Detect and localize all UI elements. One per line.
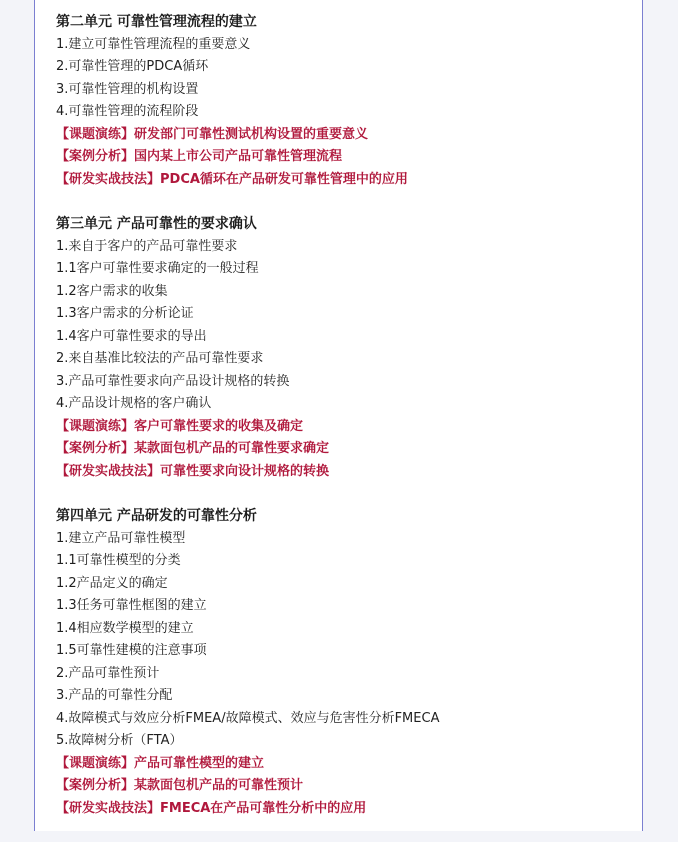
highlight-item: 【案例分析】国内某上市公司产品可靠性管理流程 bbox=[56, 149, 343, 164]
outline-item: 2.产品可靠性预计 bbox=[56, 665, 160, 681]
outline-item: 3.可靠性管理的机构设置 bbox=[56, 81, 199, 97]
outline-item: 4.故障模式与效应分析FMEA/故障模式、效应与危害性分析FMECA bbox=[56, 710, 440, 726]
document-page bbox=[34, 0, 643, 831]
outline-item: 2.可靠性管理的PDCA循环 bbox=[56, 59, 209, 74]
highlight-item: 【研发实战技法】PDCA循环在产品研发可靠性管理中的应用 bbox=[56, 171, 408, 187]
outline-unit bbox=[56, 505, 632, 820]
highlight-item: 【课题演练】研发部门可靠性测试机构设置的重要意义 bbox=[56, 126, 369, 142]
unit-title: 第三单元 产品可靠性的要求确认 bbox=[56, 216, 257, 232]
highlight-item: 【案例分析】某款面包机产品的可靠性要求确定 bbox=[56, 441, 330, 456]
highlight-item: 【课题演练】客户可靠性要求的收集及确定 bbox=[56, 418, 304, 434]
highlight-item: 【课题演练】产品可靠性模型的建立 bbox=[56, 755, 265, 771]
outline-item: 1.5可靠性建模的注意事项 bbox=[56, 643, 207, 658]
outline-unit bbox=[56, 213, 632, 483]
outline-item: 1.2产品定义的确定 bbox=[56, 575, 168, 591]
outline-item: 1.2客户需求的收集 bbox=[56, 283, 168, 299]
outline-item: 1.1客户可靠性要求确定的一般过程 bbox=[56, 261, 259, 276]
outline-item: 1.4相应数学模型的建立 bbox=[56, 620, 194, 636]
outline-item: 4.产品设计规格的客户确认 bbox=[56, 396, 212, 411]
outline-item: 1.建立产品可靠性模型 bbox=[56, 530, 186, 546]
outline-item: 1.1可靠性模型的分类 bbox=[56, 553, 181, 568]
outline-item: 3.产品的可靠性分配 bbox=[56, 688, 173, 703]
outline-item: 1.3客户需求的分析论证 bbox=[56, 306, 194, 321]
course-outline bbox=[56, 11, 632, 842]
outline-item: 5.故障树分析（FTA） bbox=[56, 733, 183, 748]
highlight-item: 【研发实战技法】可靠性要求向设计规格的转换 bbox=[56, 463, 330, 479]
outline-item: 2.来自基准比较法的产品可靠性要求 bbox=[56, 351, 264, 366]
highlight-item: 【研发实战技法】FMECA在产品可靠性分析中的应用 bbox=[56, 800, 367, 816]
outline-item: 1.4客户可靠性要求的导出 bbox=[56, 328, 207, 344]
highlight-item: 【案例分析】某款面包机产品的可靠性预计 bbox=[56, 778, 304, 793]
unit-title: 第二单元 可靠性管理流程的建立 bbox=[56, 14, 257, 30]
outline-item: 4.可靠性管理的流程阶段 bbox=[56, 104, 199, 119]
outline-item: 3.产品可靠性要求向产品设计规格的转换 bbox=[56, 373, 290, 389]
outline-unit bbox=[56, 11, 632, 191]
unit-title: 第四单元 产品研发的可靠性分析 bbox=[56, 508, 257, 524]
outline-item: 1.来自于客户的产品可靠性要求 bbox=[56, 238, 238, 254]
outline-item: 1.3任务可靠性框图的建立 bbox=[56, 598, 207, 613]
outline-item: 1.建立可靠性管理流程的重要意义 bbox=[56, 36, 251, 52]
